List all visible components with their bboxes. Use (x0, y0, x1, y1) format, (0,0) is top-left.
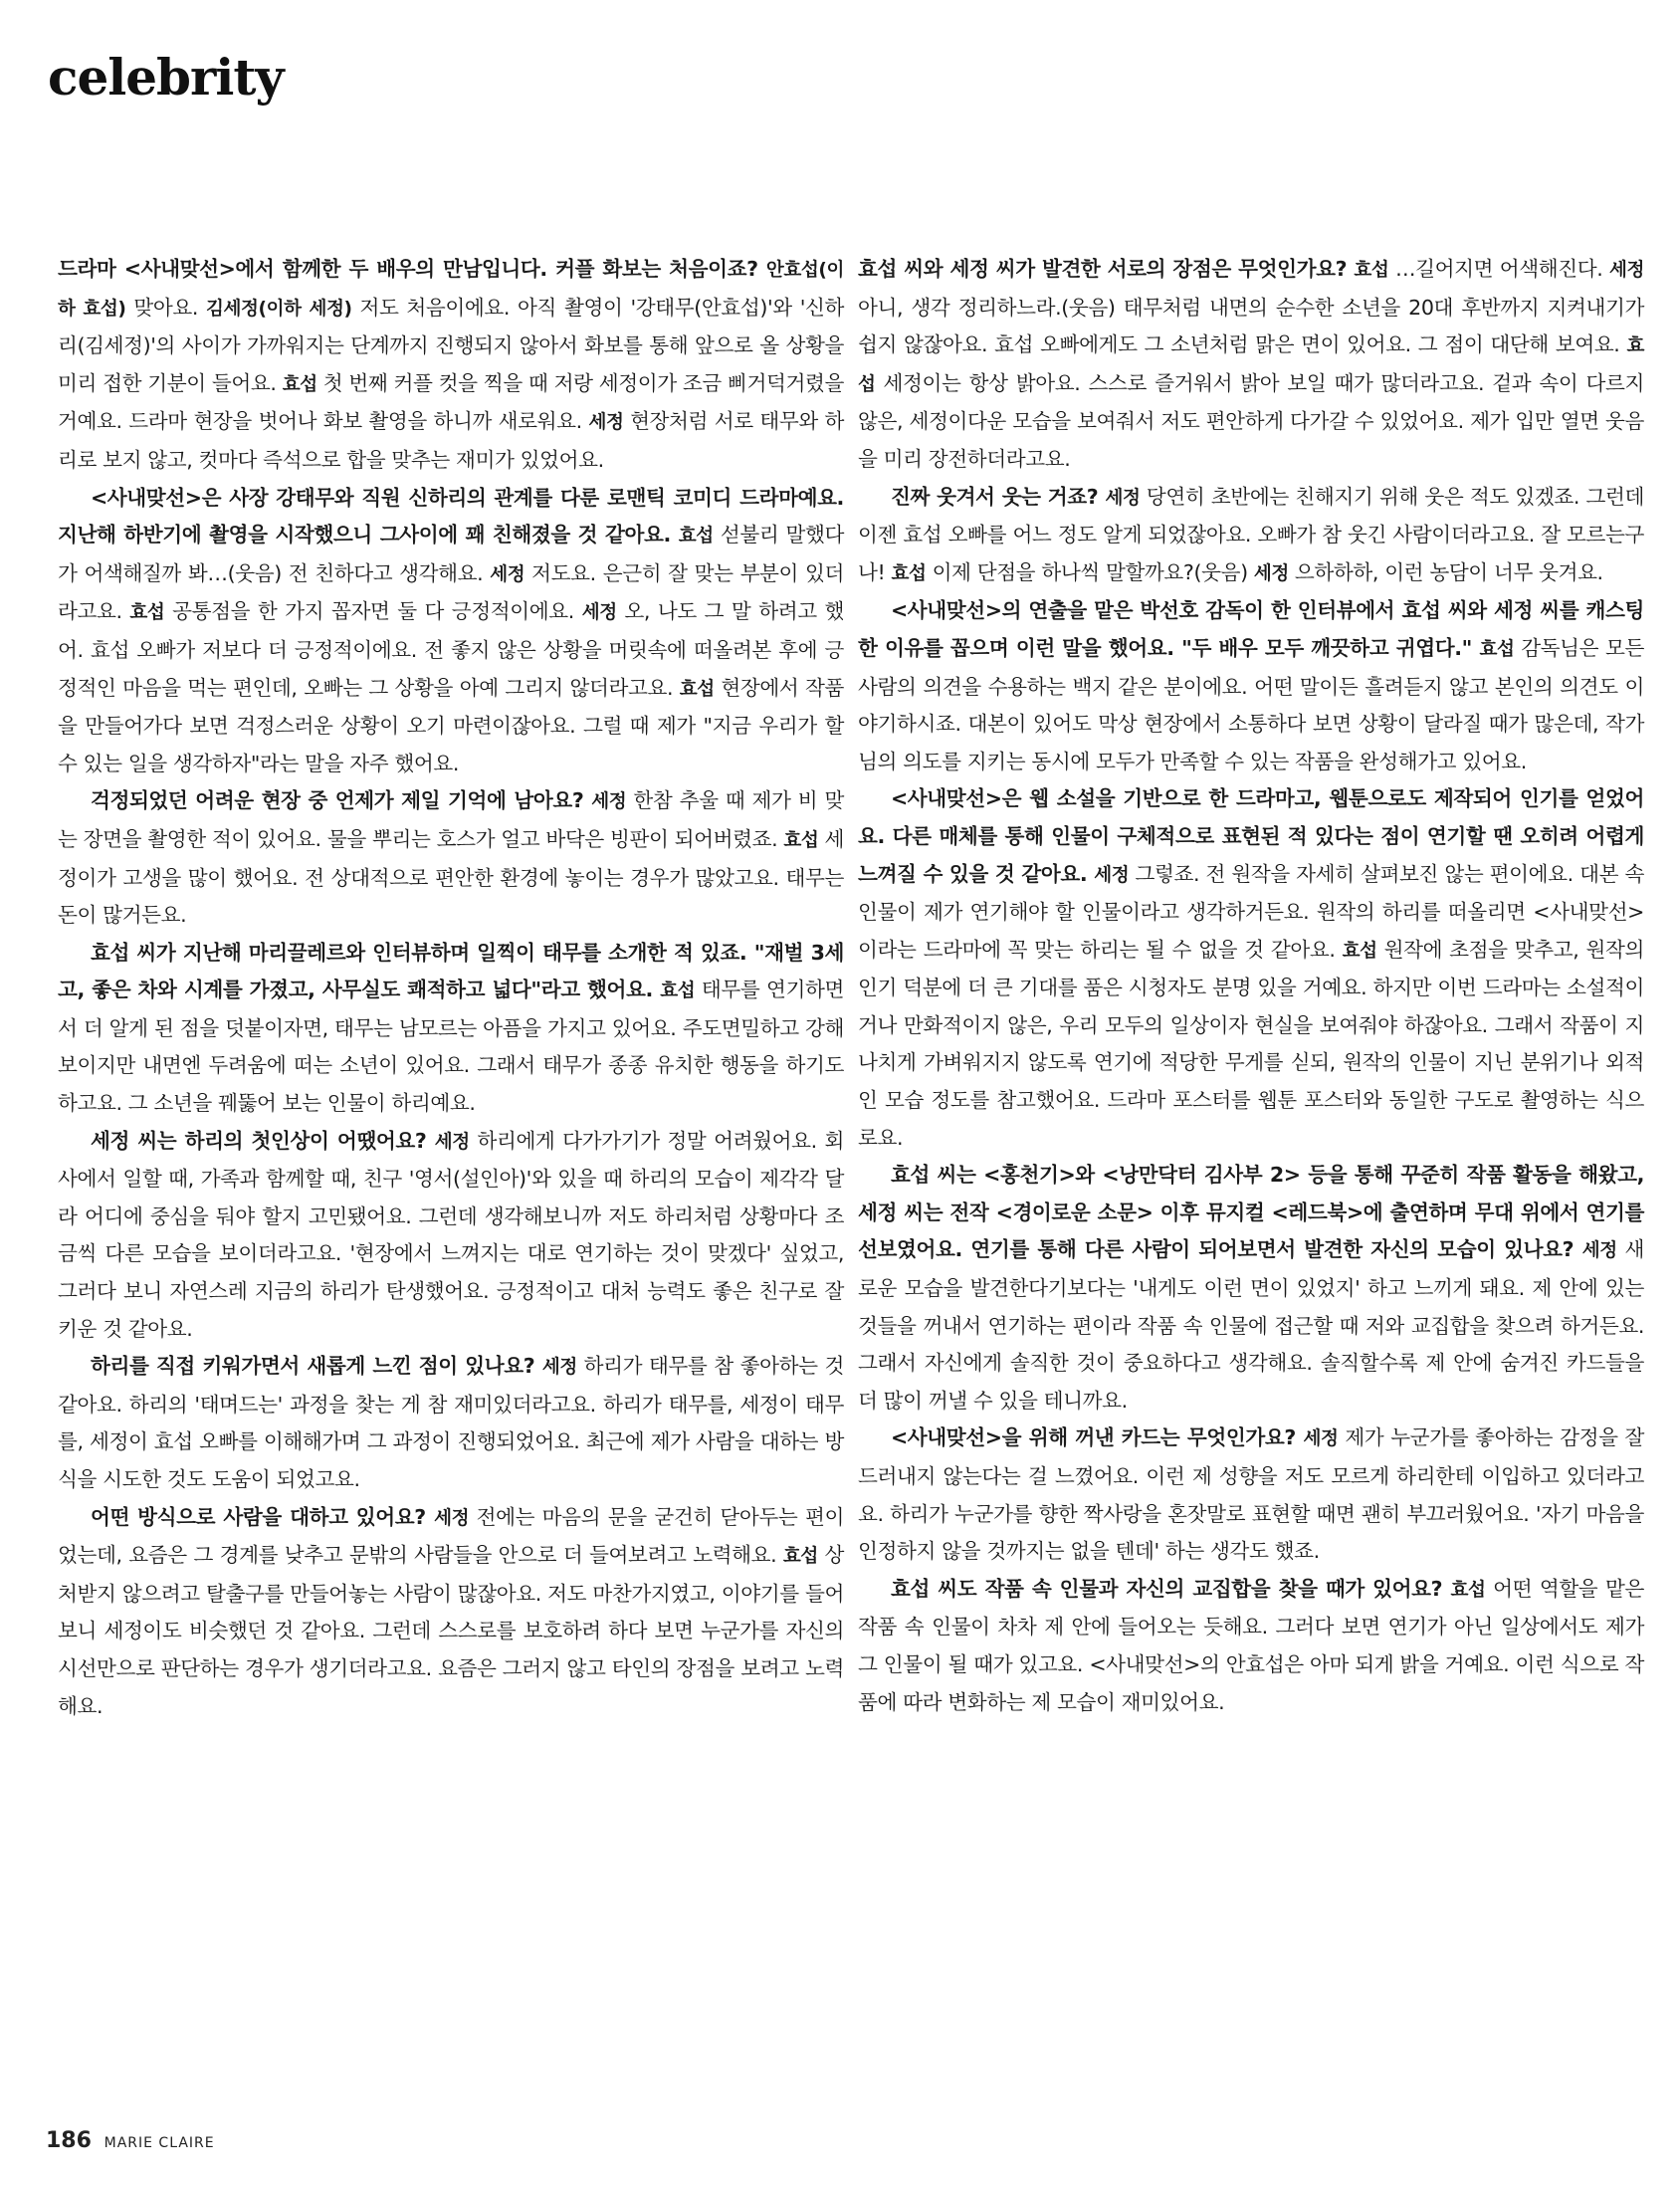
interview-answer: …길어지면 어색해진다. (1394, 257, 1609, 281)
magazine-name: MARIE CLAIRE (104, 2135, 215, 2151)
interview-answer: 제가 누군가를 좋아하는 감정을 잘 드러내지 않는다는 걸 느꼈어요. 이런 제 성향을 저도 모르게 하리한테 이입하고 있더라고요. 하리가 누군가를 향한 짝사랑을 혼잣말로 표현할 때면 괜히 부끄러웠어요. '자기 마음을 인정하지 않을 것까지는 없을 텐데' 하는 생각도 했죠. (858, 1425, 1644, 1564)
interview-answer: 섣불리 말했다가 어색해질까 봐…(웃음) 전 친하다고 생각해요. (58, 523, 845, 585)
interview-question: 걱정되었던 어려운 현장 중 언제가 제일 기억에 남아요? (90, 788, 592, 813)
speaker-label: 세정 (1609, 260, 1645, 281)
article-paragraph (858, 1420, 1644, 1570)
interview-answer: 이제 단점을 하나씩 말할까요?(웃음) (932, 559, 1254, 584)
speaker-label: 세정 (434, 1131, 478, 1153)
speaker-label: 효섭 (679, 678, 722, 700)
page-number: 186 (46, 2128, 92, 2153)
article-paragraph (858, 479, 1644, 593)
speaker-label: 세정 (1303, 1428, 1346, 1450)
article-paragraph (58, 935, 844, 1123)
interview-answer: 원작에 초점을 맞추고, 원작의 인기 덕분에 더 큰 기대를 품은 시청자도 분명 있을 거예요. 하지만 이번 드라마는 소설적이거나 만화적이지 않은, 우리 모두의 일상이자 현실을 보여줘야 하잖아요. 그래서 작품이 지나치게 가벼워지지 않도록 연기에 적당한 무게를 싣되, 원작의 인물이 지닌 분위기나 외적인 모습 정도를 참고했어요. 드라마 포스터를 웹툰 포스터와 동일한 구도로 촬영하는 식으로요. (858, 937, 1644, 1150)
interview-answer: 하리가 태무를 참 좋아하는 것 같아요. 하리의 '태며드는' 과정을 찾는 게 참 재미있더라고요. 하리가 태무를, 세정이 태무를, 세정이 효섭 오빠를 이해해가며 그 과정이 진행되었어요. 최근에 제가 사람을 대하는 방식을 시도한 것도 도움이 되었고요. (58, 1354, 844, 1491)
speaker-label: 세정 (588, 412, 631, 434)
interview-answer: 상처받지 않으려고 탈출구를 만들어놓는 사람이 많잖아요. 저도 마찬가지였고, 이야기를 들어보니 세정이도 비슷했던 것 같아요. 그런데 스스로를 보호하려 하다 보면 누군가를 자신의 시선만으로 판단하는 경우가 생기더라고요. 요즘은 그러지 않고 타인의 장점을 보려고 노력해요. (58, 1543, 844, 1718)
interview-answer: 아니, 생각 정리하느라.(웃음) 태무처럼 내면의 순수한 소년을 20대 후반까지 지켜내기가 쉽지 않잖아요. 효섭 오빠에게도 그 소년처럼 맑은 면이 있어요. 그 점이 대단해 보여요. (858, 295, 1644, 357)
interview-answer: 맞아요. (133, 295, 206, 320)
interview-question: 효섭 씨와 세정 씨가 발견한 서로의 장점은 무엇인가요? (858, 257, 1355, 281)
article-paragraph (858, 592, 1644, 780)
interview-answer: 공통점을 한 가지 꼽자면 둘 다 긍정적이에요. (172, 599, 582, 624)
interview-question: 진짜 웃겨서 웃는 거죠? (890, 484, 1106, 509)
interview-answer: 현장처럼 서로 태무와 하리로 보지 않고, 컷마다 즉석으로 합을 맞추는 재미가 있었어요. (58, 409, 844, 472)
interview-answer: 태무를 연기하면서 더 알게 된 점을 덧붙이자면, 태무는 남모르는 아픔을 가지고 있어요. 주도면밀하고 강해 보이지만 내면엔 두려움에 떠는 소년이 있어요. 그래서 태무가 종종 유치한 행동을 하기도 하고요. 그 소년을 꿰뚫어 보는 인물이 하리예요. (58, 978, 845, 1116)
interview-answer: 한참 추울 때 제가 비 맞는 장면을 촬영한 적이 있어요. 물을 뿌리는 호스가 얼고 바닥은 빙판이 되어버렸죠. (58, 788, 844, 851)
speaker-label: 효섭 (129, 602, 173, 624)
interview-answer: 어떤 역할을 맡은 작품 속 인물이 차차 제 안에 들어오는 듯해요. 그러다 보면 연기가 아닌 일상에서도 제가 그 인물이 될 때가 있고요. <사내맞선>의 안효섭은 아마 되게 밝을 거예요. 이런 식으로 작품에 따라 변화하는 제 모습이 재미있어요. (858, 1576, 1644, 1714)
interview-answer: 저도 처음이에요. 아직 촬영이 '강태무(안효섭)'와 '신하리(김세정)'의 사이가 가까워지는 단계까지 진행되지 않아서 화보를 통해 앞으로 올 상황을 미리 접한 기분이 들어요. (58, 295, 844, 395)
speaker-label: 세정 (490, 563, 532, 585)
speaker-label: 효섭 (1354, 260, 1395, 281)
interview-answer: 새로운 모습을 발견한다기보다는 '내게도 이런 면이 있었지' 하고 느끼게 돼요. 제 안에 있는 것들을 꺼내서 연기하는 편이라 작품 속 인물에 접근할 때 저와 교집합을 찾으려 하거든요. 그래서 자신에게 솔직한 것이 중요하다고 생각해요. 솔직할수록 제 안에 숨겨진 카드들을 더 많이 꺼낼 수 있을 테니까요. (858, 1237, 1644, 1413)
interview-question: <사내맞선>의 연출을 맡은 박선호 감독이 한 인터뷰에서 효섭 씨와 세정 씨를 캐스팅한 이유를 꼽으며 이런 말을 했어요. "두 배우 모두 깨끗하고 귀엽다." (858, 598, 1644, 660)
interview-answer: 전에는 마음의 문을 굳건히 닫아두는 편이었는데, 요즘은 그 경계를 낮추고 문밖의 사람들을 안으로 더 들여보려고 노력해요. (58, 1504, 844, 1568)
speaker-label: 효섭 (678, 526, 721, 547)
speaker-label: 세정 (541, 1357, 584, 1379)
interview-answer: 으하하하, 이런 농담이 너무 웃겨요. (1294, 559, 1603, 584)
speaker-label: 효섭 (783, 829, 825, 851)
speaker-label: 세정 (1581, 1240, 1625, 1262)
article-column-left (58, 251, 844, 1725)
speaker-label: 세정 (1105, 487, 1147, 509)
speaker-label: 효섭 (1342, 940, 1384, 962)
speaker-label: 효섭 (1479, 638, 1522, 660)
interview-question: <사내맞선>은 웹 소설을 기반으로 한 드라마고, 웹툰으로도 제작되어 인기를 얻었어요. 다른 매체를 통해 인물이 구체적으로 표현된 적 있다는 점이 연기할 땐 오히려 어렵게 느껴질 수 있을 것 같아요. (858, 786, 1644, 886)
speaker-label: 세정 (1094, 864, 1136, 886)
article-paragraph (58, 251, 844, 480)
article-column-right (858, 251, 1644, 1721)
speaker-label: 효섭 (1450, 1579, 1494, 1601)
speaker-label: 효섭 (891, 562, 933, 584)
article-paragraph (858, 780, 1644, 1157)
interview-question: 드라마 <사내맞선>에서 함께한 두 배우의 만남입니다. 커플 화보는 처음이죠? (58, 257, 766, 281)
speaker-label: 효섭 (282, 373, 323, 395)
interview-answer: 하리에게 다가가기가 정말 어려웠어요. 회사에서 일할 때, 가족과 함께할 때, 친구 '영서(설인아)'와 있을 때 하리의 모습이 제각각 달라 어디에 중심을 둬야 할지 고민됐어요. 그런데 생각해보니까 저도 하리처럼 상황마다 조금씩 다른 모습을 보이더라고요. '현장에서 느껴지는 대로 연기하는 것이 맞겠다' 싶었고, 그러다 보니 자연스레 지금의 하리가 탄생했어요. 긍정적이고 대처 능력도 좋은 친구로 잘 키운 것 같아요. (58, 1128, 844, 1341)
interview-question: 하리를 직접 키워가면서 새롭게 느낀 점이 있나요? (90, 1354, 542, 1379)
article-paragraph (58, 480, 844, 783)
speaker-label: 안효섭(이하 효섭) (58, 260, 844, 320)
interview-question: 세정 씨는 하리의 첫인상이 어땠어요? (90, 1128, 435, 1153)
article-paragraph (858, 251, 1644, 479)
interview-answer: 현장에서 작품을 만들어가다 보면 걱정스러운 상황이 오기 마련이잖아요. 그럴 때 제가 "지금 우리가 할 수 있는 일을 생각하자"라는 말을 자주 했어요. (58, 675, 844, 775)
speaker-label: 세정 (591, 791, 634, 813)
article-paragraph (858, 1571, 1644, 1721)
article-paragraph (58, 1348, 844, 1498)
interview-answer: 저도요. 은근히 잘 맞는 부분이 있더라고요. (58, 560, 844, 624)
section-title: celebrity (48, 48, 284, 107)
interview-question: <사내맞선>을 위해 꺼낸 카드는 무엇인가요? (890, 1425, 1304, 1450)
interview-question: 어떤 방식으로 사람을 대하고 있어요? (90, 1504, 435, 1529)
speaker-label: 효섭 (782, 1546, 825, 1568)
article-paragraph (58, 1499, 844, 1726)
interview-answer: 그렇죠. 전 원작을 자세히 살펴보진 않는 편이에요. 대본 속 인물이 제가 연기해야 할 인물이라고 생각하거든요. 원작의 하리를 떠올리면 <사내맞선>이라는 드라마에 꼭 맞는 하리는 될 수 없을 것 같아요. (858, 861, 1644, 962)
interview-answer: 오, 나도 그 말 하려고 했어. 효섭 오빠가 저보다 더 긍정적이에요. 전 좋지 않은 상황을 머릿속에 떠올려본 후에 긍정적인 마음을 먹는 편인데, 오빠는 그 상황을 아예 그리지 않더라고요. (58, 599, 844, 700)
speaker-label: 효섭 (660, 981, 702, 1002)
speaker-label: 세정 (581, 602, 625, 624)
interview-question: 효섭 씨가 지난해 마리끌레르와 인터뷰하며 일찍이 태무를 소개한 적 있죠. "재벌 3세고, 좋은 차와 시계를 가졌고, 사무실도 쾌적하고 넓다"라고 했어요. (58, 940, 844, 1002)
interview-answer: 세정이는 항상 밝아요. 스스로 즐거워서 밝아 보일 때가 많더라고요. 겉과 속이 다르지 않은, 세정이다운 모습을 보여줘서 저도 편안하게 다가갈 수 있었어요. 제가 입만 열면 웃음을 미리 장전하더라고요. (858, 370, 1644, 471)
article-paragraph (58, 782, 844, 934)
interview-answer: 감독님은 모든 사람의 의견을 수용하는 백지 같은 분이에요. 어떤 말이든 흘려듣지 않고 본인의 의견도 이야기하시죠. 대본이 있어도 막상 현장에서 소통하다 보면 상황이 달라질 때가 많은데, 작가님의 의도를 지키는 동시에 모두가 만족할 수 있는 작품을 완성해가고 있어요. (858, 635, 1644, 773)
interview-answer: 세정이가 고생을 많이 했어요. 전 상대적으로 편안한 환경에 놓이는 경우가 많았고요. 태무는 돈이 많거든요. (58, 826, 844, 928)
interview-question: 효섭 씨도 작품 속 인물과 자신의 교집합을 찾을 때가 있어요? (890, 1576, 1451, 1601)
article-paragraph (858, 1157, 1644, 1420)
interview-question: <사내맞선>은 사장 강태무와 직원 신하리의 관계를 다룬 로맨틱 코미디 드라마예요. 지난해 하반기에 촬영을 시작했으니 그사이에 꽤 친해졌을 것 같아요. (58, 485, 844, 547)
speaker-label: 세정 (434, 1507, 477, 1529)
interview-answer: 첫 번째 커플 컷을 찍을 때 저랑 세정이가 조금 삐거덕거렸을 거예요. 드라마 현장을 벗어나 화보 촬영을 하니까 새로워요. (58, 370, 844, 434)
speaker-label: 세정 (1253, 562, 1295, 584)
interview-question: 효섭 씨는 <홍천기>와 <낭만닥터 김사부 2> 등을 통해 꾸준히 작품 활동을 해왔고, 세정 씨는 전작 <경이로운 소문> 이후 뮤지컬 <레드북>에 출연하며 무대 위에서 연기를 선보였어요. 연기를 통해 다른 사람이 되어보면서 발견한 자신의 모습이 있나요? (858, 1163, 1644, 1262)
interview-answer: 당연히 초반에는 친해지기 위해 웃은 적도 있겠죠. 그런데 이젠 효섭 오빠를 어느 정도 알게 되었잖아요. 오빠가 참 웃긴 사람이더라고요. 잘 모르는구나! (858, 484, 1644, 584)
article-paragraph (58, 1123, 844, 1349)
speaker-label: 효섭 (858, 335, 1644, 395)
speaker-label: 김세정(이하 세정) (206, 298, 360, 320)
page-footer (46, 2128, 215, 2153)
